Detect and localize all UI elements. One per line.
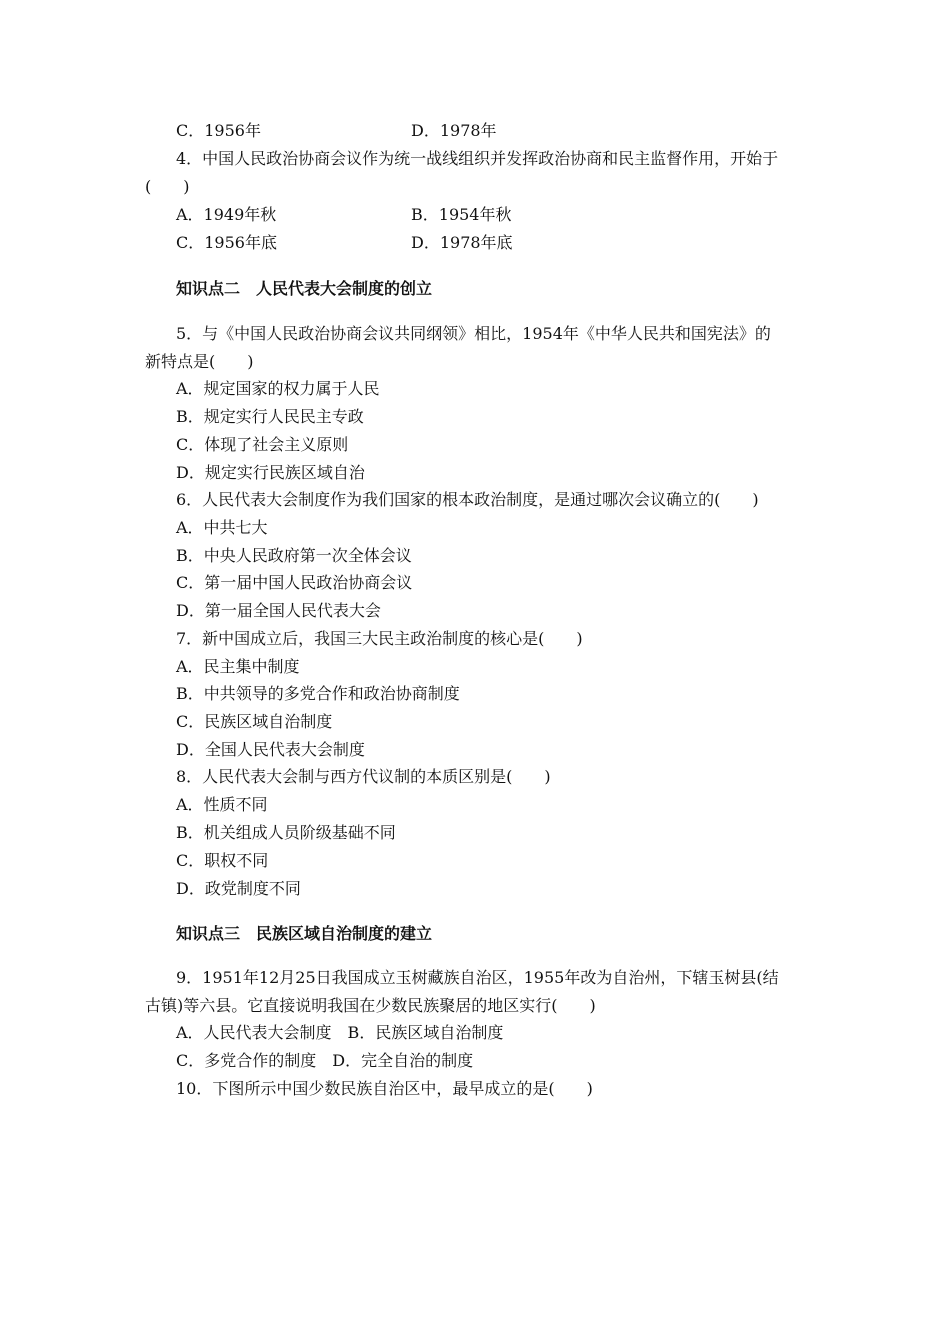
q5-stem-line2: 新特点是( ) (145, 352, 254, 371)
q7-option-d: D．全国人民代表大会制度 (176, 740, 365, 759)
q8-option-c: C．职权不同 (176, 851, 269, 870)
q3-option-c: C．1956年 (176, 121, 261, 140)
q8-option-d: D．政党制度不同 (176, 879, 301, 898)
q5-option-d: D．规定实行民族区域自治 (176, 463, 365, 482)
q7-option-b: B．中共领导的多党合作和政治协商制度 (176, 684, 460, 703)
q4-option-a: A．1949年秋 (176, 205, 277, 224)
q9-options-cd: C．多党合作的制度 D．完全自治的制度 (176, 1051, 474, 1070)
q4-stem-line2: ( ) (145, 177, 190, 196)
section-heading-3: 知识点三 民族区域自治制度的建立 (176, 924, 433, 943)
q5-stem-line1: 5．与《中国人民政治协商会议共同纲领》相比，1954年《中华人民共和国宪法》的 (176, 324, 771, 343)
q6-option-b: B．中央人民政府第一次全体会议 (176, 546, 412, 565)
q9-options-ab: A．人民代表大会制度 B．民族区域自治制度 (176, 1023, 504, 1042)
q9-stem-line1: 9．1951年12月25日我国成立玉树藏族自治区，1955年改为自治州，下辖玉树县(结 (176, 968, 779, 987)
q8-option-b: B．机关组成人员阶级基础不同 (176, 823, 396, 842)
q7-option-a: A．民主集中制度 (176, 657, 300, 676)
section-heading-2: 知识点二 人民代表大会制度的创立 (176, 279, 433, 298)
q7-stem: 7．新中国成立后，我国三大民主政治制度的核心是( ) (176, 629, 583, 648)
q6-option-d: D．第一届全国人民代表大会 (176, 601, 381, 620)
q6-option-c: C．第一届中国人民政治协商会议 (176, 573, 413, 592)
q10-stem: 10．下图所示中国少数民族自治区中，最早成立的是( ) (176, 1079, 593, 1098)
q4-option-c: C．1956年底 (176, 233, 277, 252)
q4-option-d: D．1978年底 (411, 233, 513, 252)
q8-option-a: A．性质不同 (176, 795, 268, 814)
q9-stem-line2: 古镇)等六县。它直接说明我国在少数民族聚居的地区实行( ) (145, 996, 596, 1015)
q5-option-a: A．规定国家的权力属于人民 (176, 379, 380, 398)
q4-stem-line1: 4．中国人民政治协商会议作为统一战线组织并发挥政治协商和民主监督作用，开始于 (176, 149, 779, 168)
q4-option-b: B．1954年秋 (411, 205, 512, 224)
q5-option-c: C．体现了社会主义原则 (176, 435, 349, 454)
q7-option-c: C．民族区域自治制度 (176, 712, 333, 731)
q3-option-d: D．1978年 (411, 121, 497, 140)
q5-option-b: B．规定实行人民民主专政 (176, 407, 364, 426)
q6-option-a: A．中共七大 (176, 518, 268, 537)
q6-stem: 6．人民代表大会制度作为我们国家的根本政治制度，是通过哪次会议确立的( ) (176, 490, 759, 509)
q8-stem: 8．人民代表大会制与西方代议制的本质区别是( ) (176, 767, 551, 786)
